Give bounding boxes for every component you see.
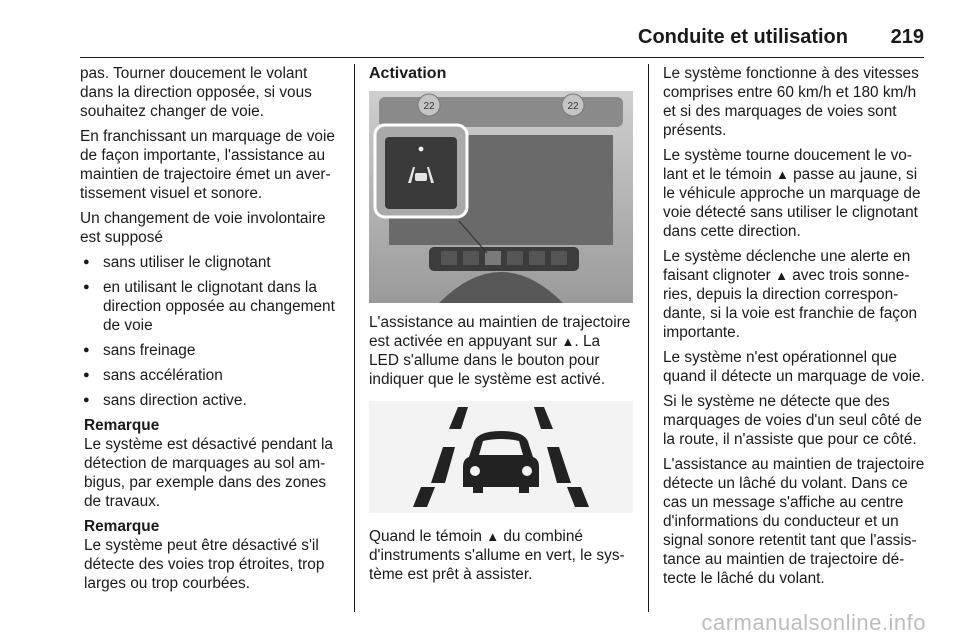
list-item: ● en utilisant le clignotant dans la direction opposée au changement de voie — [80, 278, 342, 335]
lane-keep-icon: ▲ — [775, 167, 789, 182]
column-2 — [369, 64, 633, 590]
dial-label: 22 — [567, 101, 579, 112]
list-item: ● sans utiliser le clignotant — [80, 253, 342, 272]
page-header — [0, 26, 960, 56]
dial-label: 22 — [423, 101, 435, 112]
column-divider — [648, 64, 649, 612]
paragraph: En franchissant un marquage de voie de façon importante, l'assistance au maintien de trajectoire émet un avertissement visuel et sonore. — [80, 128, 335, 202]
section-heading: Activation — [369, 65, 447, 82]
paragraph: L'assistance au maintien de trajectoire est activée en appuyant sur ▲. La LED s'allume dans le bouton pour indiquer que le système est activé. — [369, 314, 631, 388]
lane-keep-icon: ▲ — [486, 529, 500, 544]
remark-note — [80, 517, 342, 593]
paragraph: Si le système ne détecte que des marquages de voies d'un seul côté de la route, il n'assiste que pour ce côté. — [663, 393, 922, 448]
remark-text: Le système est désactivé pendant la détection de marquages au sol ambigus, par exemple dans des zones de travaux. — [84, 436, 333, 510]
watermark: carmanualsonline.info — [701, 610, 926, 635]
page-number: 219 — [890, 26, 924, 48]
console-button-photo — [369, 91, 633, 303]
paragraph: Le système fonctionne à des vitesses comprises entre 60 km/h et 180 km/h et si des marquages de voies sont présents. — [663, 65, 919, 139]
paragraph: Un changement de voie involontaire est supposé — [80, 210, 326, 246]
column-divider — [354, 64, 355, 612]
list-item: ● sans freinage — [80, 341, 342, 360]
chapter-title: Conduite et utilisation — [638, 26, 848, 48]
column-3 — [663, 64, 927, 594]
lane-keep-icon: ▲ — [561, 334, 575, 349]
list-item: ● sans accélération — [80, 366, 342, 385]
list-item: ● sans direction active. — [80, 391, 342, 410]
bullet-list — [80, 253, 342, 410]
lane-keep-icon: ▲ — [775, 268, 788, 283]
remark-title: Remarque — [84, 518, 160, 535]
remark-title: Remarque — [84, 417, 160, 434]
lane-keep-assist-icon — [369, 401, 633, 513]
remark-text: Le système peut être désactivé s'il détecte des voies trop étroites, trop larges ou trop courbées. — [84, 537, 325, 592]
paragraph: Le système tourne doucement le volant et le témoin ▲ passe au jaune, si le véhicule approche un marquage de voie détecté sans utiliser le clignotant dans cette direction. — [663, 147, 921, 240]
remark-note — [80, 416, 342, 511]
paragraph: Le système n'est opérationnel que quand il détecte un marquage de voie. — [663, 349, 925, 385]
paragraph: L'assistance au maintien de trajectoire détecte un lâché du volant. Dans ce cas un message s'affiche au centre d'informations du conducteur et un signal sonore retentit tant que l'assistance au maintien de trajectoire détecte le lâché du volant. — [663, 456, 925, 587]
paragraph: Le système déclenche une alerte en faisant clignoter ▲ avec trois sonneries, depuis la direction correspondante, si la voie est franchie de façon importante. — [663, 248, 918, 341]
header-rule — [80, 57, 924, 58]
paragraph: Quand le témoin ▲ du combiné d'instruments s'allume en vert, le système est prêt à assister. — [369, 528, 625, 583]
paragraph: pas. Tourner doucement le volant dans la direction opposée, si vous souhaitez changer de voie. — [80, 65, 312, 120]
column-1 — [80, 64, 342, 599]
